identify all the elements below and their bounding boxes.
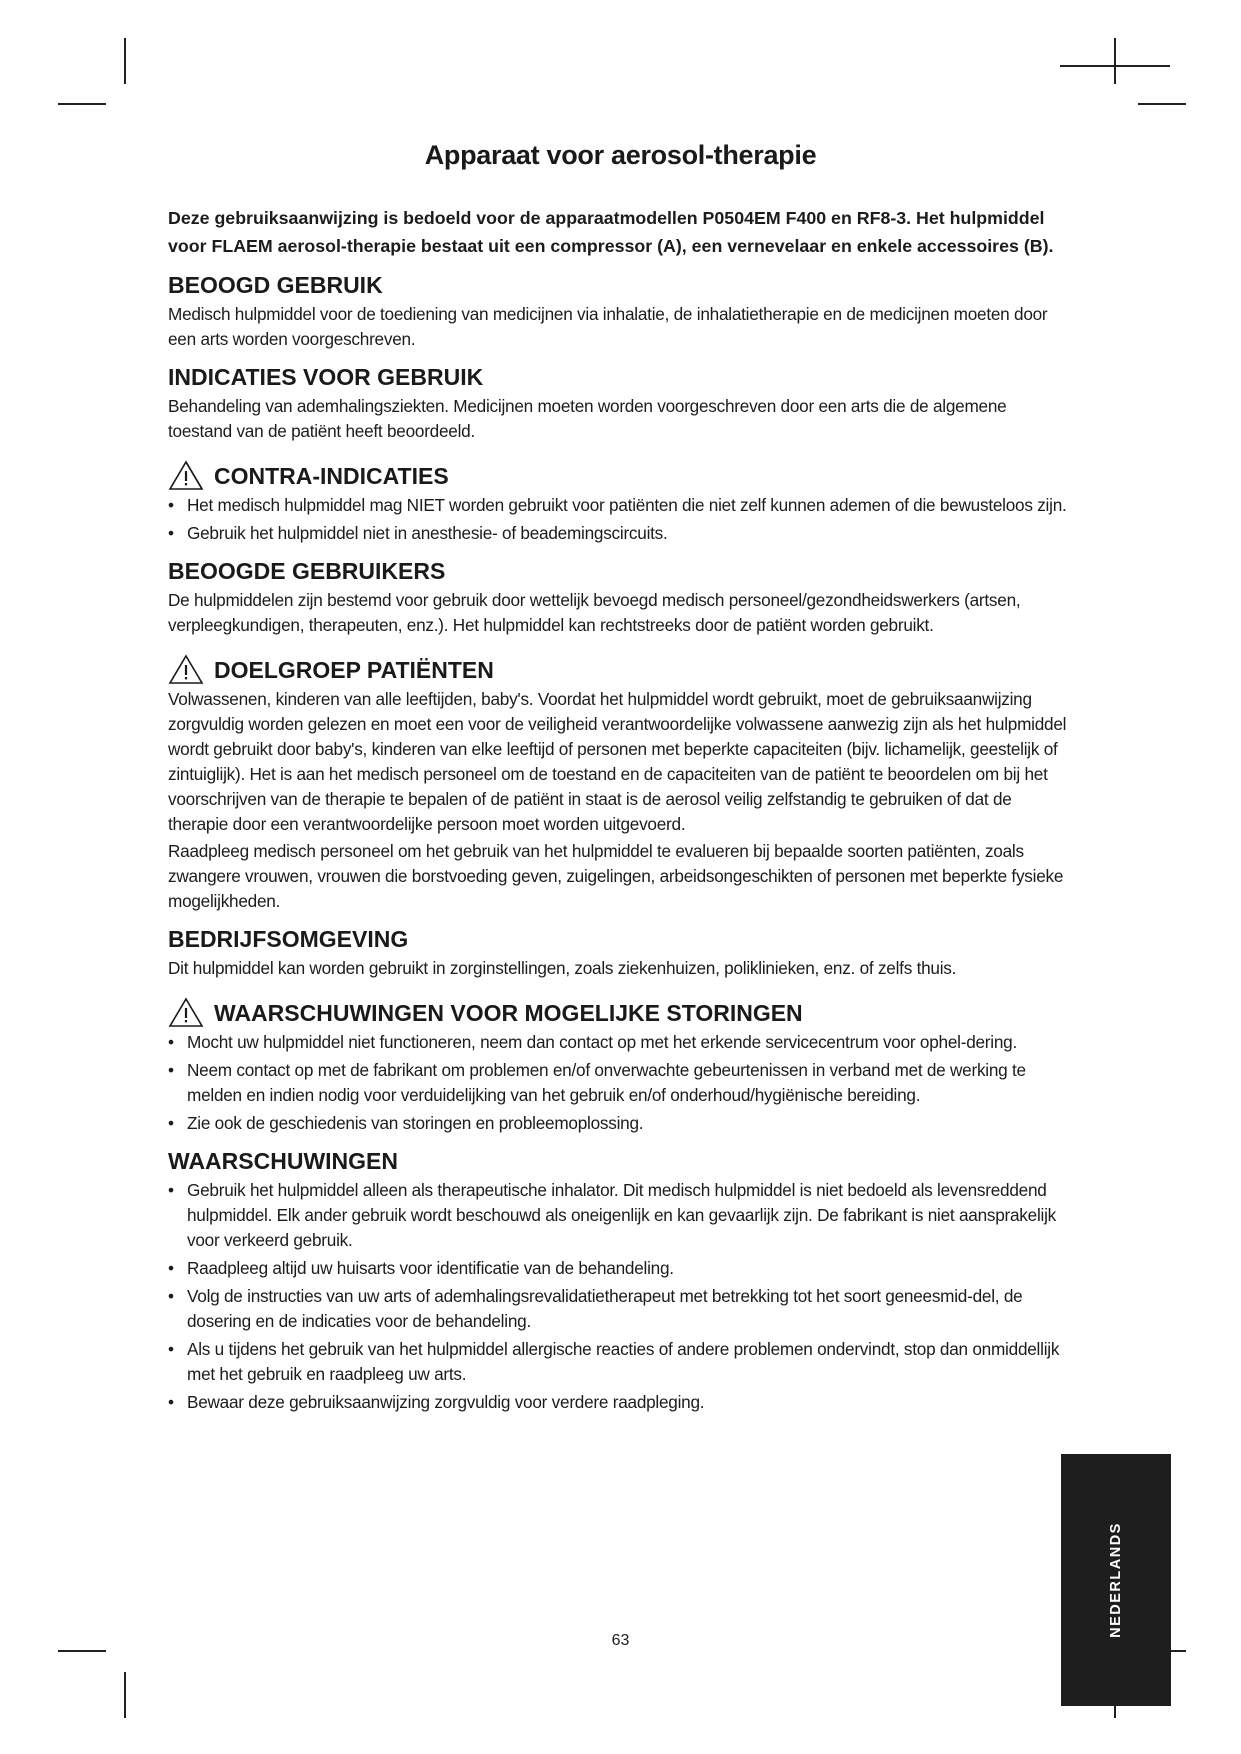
list-item: • Als u tijdens het gebruik van het hulpmiddel allergische reacties of andere problemen ondervindt, stop dan onmiddellijk met het gebruik en raadpleeg uw arts. xyxy=(168,1337,1073,1387)
section-text: Raadpleeg medisch personeel om het gebruik van het hulpmiddel te evalueren bij bepaalde soorten patiënten, zoals zwangere vrouwen, vrouwen die borstvoeding geven, zuigelingen, arbeidsongeschikten of personen met beperkte fysieke mogelijkheden. xyxy=(168,841,1064,911)
waarschuwingen-list xyxy=(168,1178,1073,1415)
list-item: • Neem contact op met de fabrikant om problemen en/of onverwachte gebeurtenissen in verband met de werking te melden en indien nodig voor verduidelijking van het gebruik en/of onderhoud/hygiënische bereiding. xyxy=(168,1058,1073,1108)
crop-mark xyxy=(124,1672,126,1718)
intro-paragraph: Deze gebruiksaanwijzing is bedoeld voor de apparaatmodellen P0504EM F400 en RF8-3. Het hulpmiddel voor FLAEM aerosol-therapie bestaat uit een compressor (A), een vernevelaar en enkele accessoires (B). xyxy=(168,208,1054,256)
crop-mark xyxy=(58,103,106,105)
crop-mark xyxy=(1138,103,1186,105)
list-item: • Raadpleeg altijd uw huisarts voor identificatie van de behandeling. xyxy=(168,1256,1073,1281)
heading-label: CONTRA-INDICATIES xyxy=(214,462,449,489)
heading-label: DOELGROEP PATIËNTEN xyxy=(214,656,494,683)
section-heading-beoogde-gebruikers: BEOOGDE GEBRUIKERS xyxy=(168,558,446,584)
section-text: Dit hulpmiddel kan worden gebruikt in zorginstellingen, zoals ziekenhuizen, poliklinieken, enz. of zelfs thuis. xyxy=(168,958,957,978)
section-heading-storingen xyxy=(168,997,1073,1028)
warning-triangle-icon xyxy=(168,654,204,685)
section-heading-bedrijfsomgeving: BEDRIJFSOMGEVING xyxy=(168,926,409,952)
page-title: Apparaat voor aerosol-therapie xyxy=(424,140,817,170)
section-heading-beoogd-gebruik: BEOOGD GEBRUIK xyxy=(168,272,383,298)
crop-mark xyxy=(1114,38,1116,84)
section-heading-doelgroep xyxy=(168,654,1073,685)
crop-mark xyxy=(58,1650,106,1652)
list-item: • Mocht uw hulpmiddel niet functioneren, neem dan contact op met het erkende servicecentrum voor ophel-dering. xyxy=(168,1030,1073,1055)
section-text: Behandeling van ademhalingsziekten. Medicijnen moeten worden voorgeschreven door een arts die de algemene toestand van de patiënt heeft beoordeeld. xyxy=(168,396,1007,441)
section-text: Medisch hulpmiddel voor de toediening van medicijnen via inhalatie, de inhalatietherapie en de medicijnen moeten door een arts worden voorgeschreven. xyxy=(168,304,1048,349)
heading-label: WAARSCHUWINGEN VOOR MOGELIJKE STORINGEN xyxy=(214,999,803,1026)
list-item: • Gebruik het hulpmiddel alleen als therapeutische inhalator. Dit medisch hulpmiddel is niet bedoeld als levensreddend hulpmiddel. Elk ander gebruik wordt beschouwd als oneigenlijk en kan gevaarlijk zijn. De fabrikant is niet aansprakelijk voor verkeerd gebruik. xyxy=(168,1178,1073,1253)
document-body xyxy=(168,204,1073,1418)
section-text: Volwassenen, kinderen van alle leeftijden, baby's. Voordat het hulpmiddel wordt gebruikt, moet de gebruiksaanwijzing zorgvuldig worden gelezen en moet een voor de veiligheid verantwoordelijke volwassene aanwezig zijn als het hulpmiddel wordt gebruikt door baby's, kinderen van elke leeftijd of personen met beperkte capaciteiten (bijv. lichamelijk, geestelijk of zintuiglijk). Het is aan het medisch personeel om de toestand en de capaciteiten van de patiënt te beoordelen om bij het voorschrijven van de therapie te bepalen of de patiënt in staat is de aerosol veilig zelfstandig te gebruiken of dat de therapie door een verantwoordelijke persoon moet worden uitgevoerd. xyxy=(168,689,1067,834)
section-heading-indicaties: INDICATIES VOOR GEBRUIK xyxy=(168,364,484,390)
list-item: • Volg de instructies van uw arts of ademhalingsrevalidatietherapeut met betrekking tot het soort geneesmid-del, de dosering en de indicaties voor de behandeling. xyxy=(168,1284,1073,1334)
crop-mark xyxy=(124,38,126,84)
list-item: • Gebruik het hulpmiddel niet in anesthesie- of beademingscircuits. xyxy=(168,521,1073,546)
page-number: 63 xyxy=(611,1632,630,1649)
section-heading-contra-indicaties xyxy=(168,460,1073,491)
warning-triangle-icon xyxy=(168,460,204,491)
language-tab xyxy=(1061,1454,1171,1706)
contra-list xyxy=(168,493,1073,546)
language-tab-label: NEDERLANDS xyxy=(1108,1522,1124,1638)
section-heading-waarschuwingen: WAARSCHUWINGEN xyxy=(168,1148,398,1174)
list-item: • Bewaar deze gebruiksaanwijzing zorgvuldig voor verdere raadpleging. xyxy=(168,1390,1073,1415)
storingen-list xyxy=(168,1030,1073,1136)
list-item: • Zie ook de geschiedenis van storingen en probleemoplossing. xyxy=(168,1111,1073,1136)
list-item: • Het medisch hulpmiddel mag NIET worden gebruikt voor patiënten die niet zelf kunnen ademen of die bewusteloos zijn. xyxy=(168,493,1073,518)
section-text: De hulpmiddelen zijn bestemd voor gebruik door wettelijk bevoegd medisch personeel/gezondheidswerkers (artsen, verpleegkundigen, therapeuten, enz.). Het hulpmiddel kan rechtstreeks door de patiënt worden gebruikt. xyxy=(168,590,1021,635)
warning-triangle-icon xyxy=(168,997,204,1028)
